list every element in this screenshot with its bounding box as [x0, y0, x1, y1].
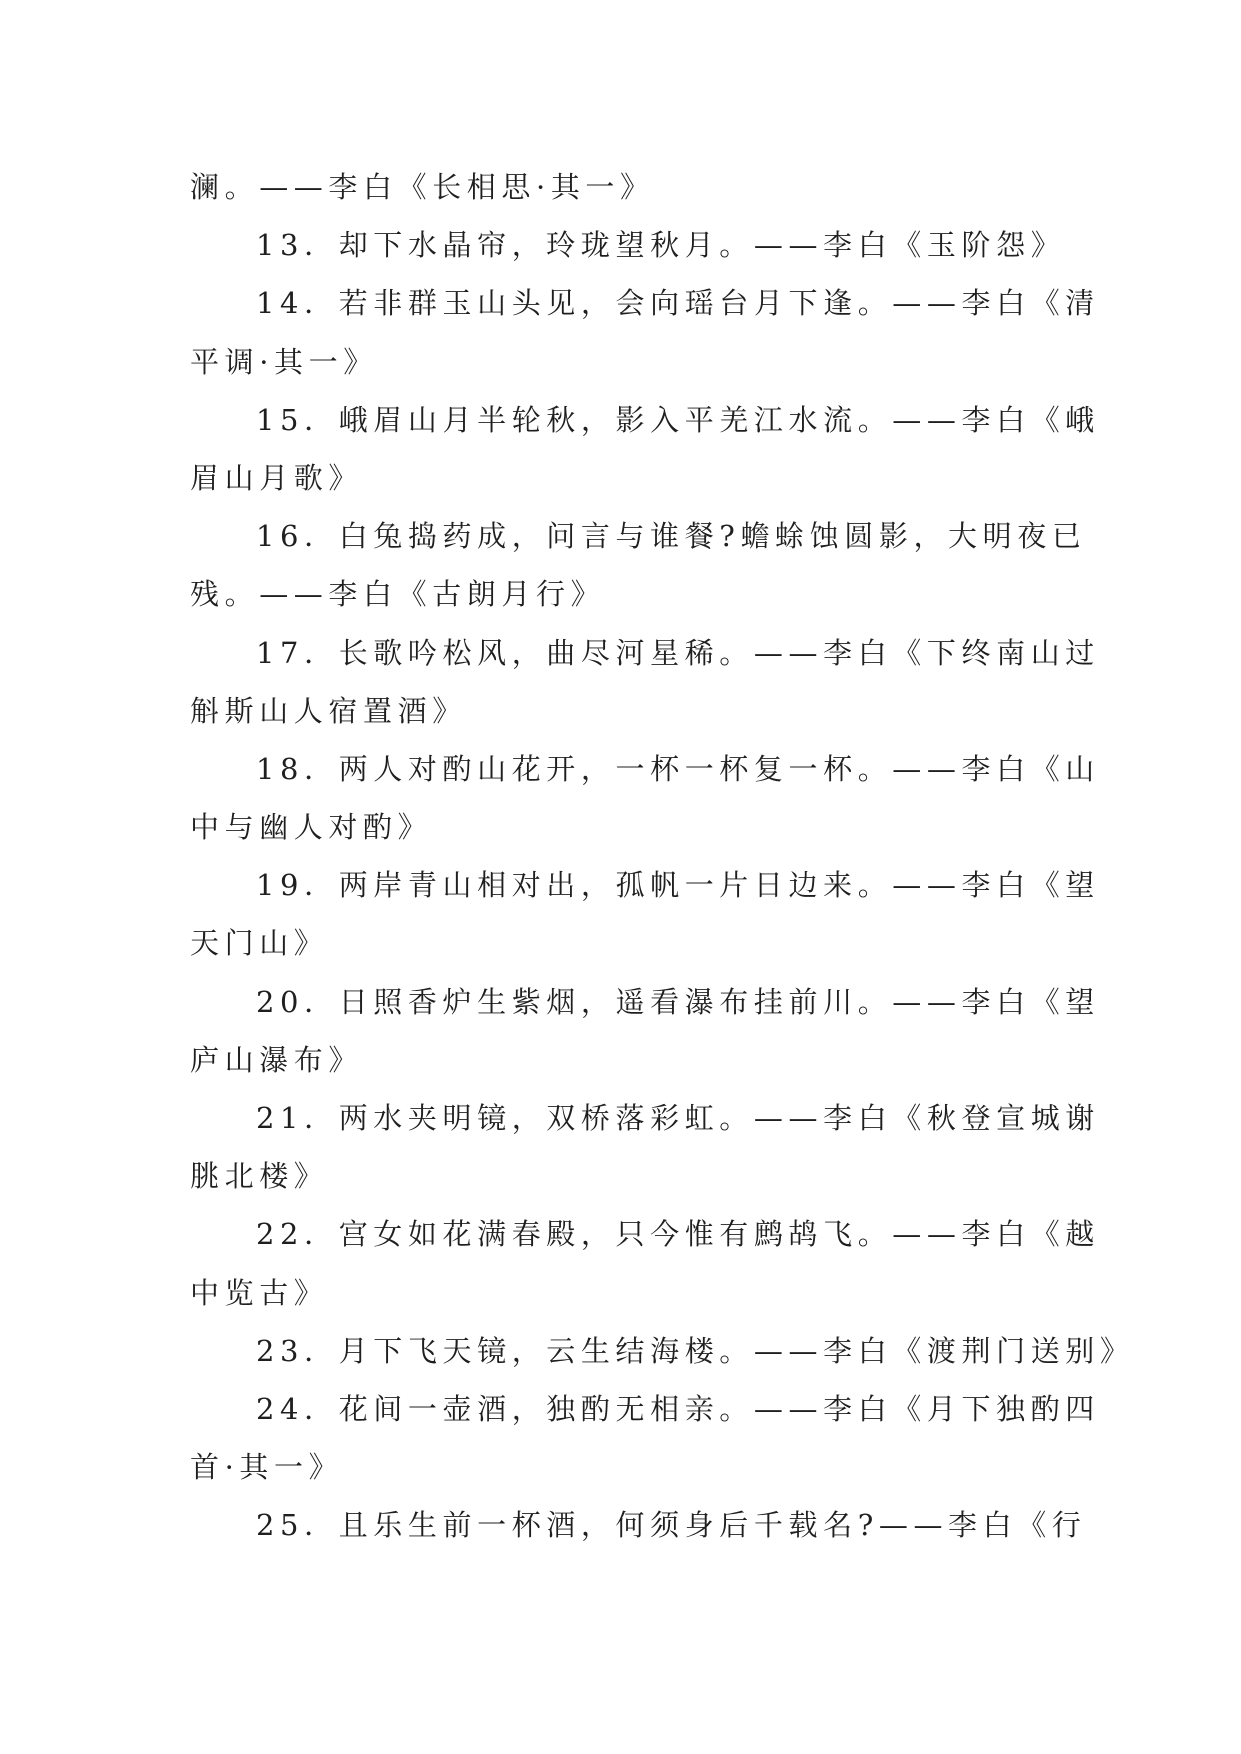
document-body	[190, 158, 1135, 1555]
text-line: 庐山瀑布》	[190, 1042, 364, 1077]
text-line: 25．且乐生前一杯酒，何须身后千载名?——李白《行	[256, 1508, 1087, 1543]
text-line: 15．峨眉山月半轮秋，影入平羌江水流。——李白《峨	[256, 402, 1100, 437]
text-line: 斛斯山人宿置酒》	[190, 693, 467, 728]
text-line: 16．白兔捣药成，问言与谁餐?蟾蜍蚀圆影，大明夜已	[256, 519, 1087, 554]
text-line: 13．却下水晶帘，玲珑望秋月。——李白《玉阶怨》	[256, 228, 1066, 263]
text-line: 中与幽人对酌》	[190, 810, 433, 845]
text-line: 23．月下飞天镜，云生结海楼。——李白《渡荆门送别》	[256, 1333, 1135, 1368]
text-line: 14．若非群玉山头见，会向瑶台月下逢。——李白《清	[256, 286, 1100, 321]
text-line: 中览古》	[190, 1275, 329, 1310]
text-line: 澜。——李白《长相思·其一》	[190, 170, 655, 204]
text-line: 24．花间一壶酒，独酌无相亲。——李白《月下独酌四	[256, 1391, 1100, 1426]
text-line: 22．宫女如花满春殿，只今惟有鹧鸪飞。——李白《越	[256, 1217, 1100, 1252]
text-line: 首·其一》	[190, 1450, 344, 1485]
text-line: 21．两水夹明镜，双桥落彩虹。——李白《秋登宣城谢	[256, 1101, 1100, 1135]
text-line: 20．日照香炉生紫烟，遥看瀑布挂前川。——李白《望	[256, 984, 1100, 1019]
text-line: 18．两人对酌山花开，一杯一杯复一杯。——李白《山	[256, 751, 1100, 786]
text-line: 平调·其一》	[190, 344, 378, 379]
text-line: 残。——李白《古朗月行》	[190, 577, 606, 612]
text-line: 19．两岸青山相对出，孤帆一片日边来。——李白《望	[256, 868, 1100, 903]
text-line: 17．长歌吟松风，曲尽河星稀。——李白《下终南山过	[256, 635, 1100, 670]
text-line: 天门山》	[190, 926, 329, 961]
text-line: 眉山月歌》	[190, 460, 364, 495]
text-line: 朓北楼》	[190, 1159, 329, 1194]
